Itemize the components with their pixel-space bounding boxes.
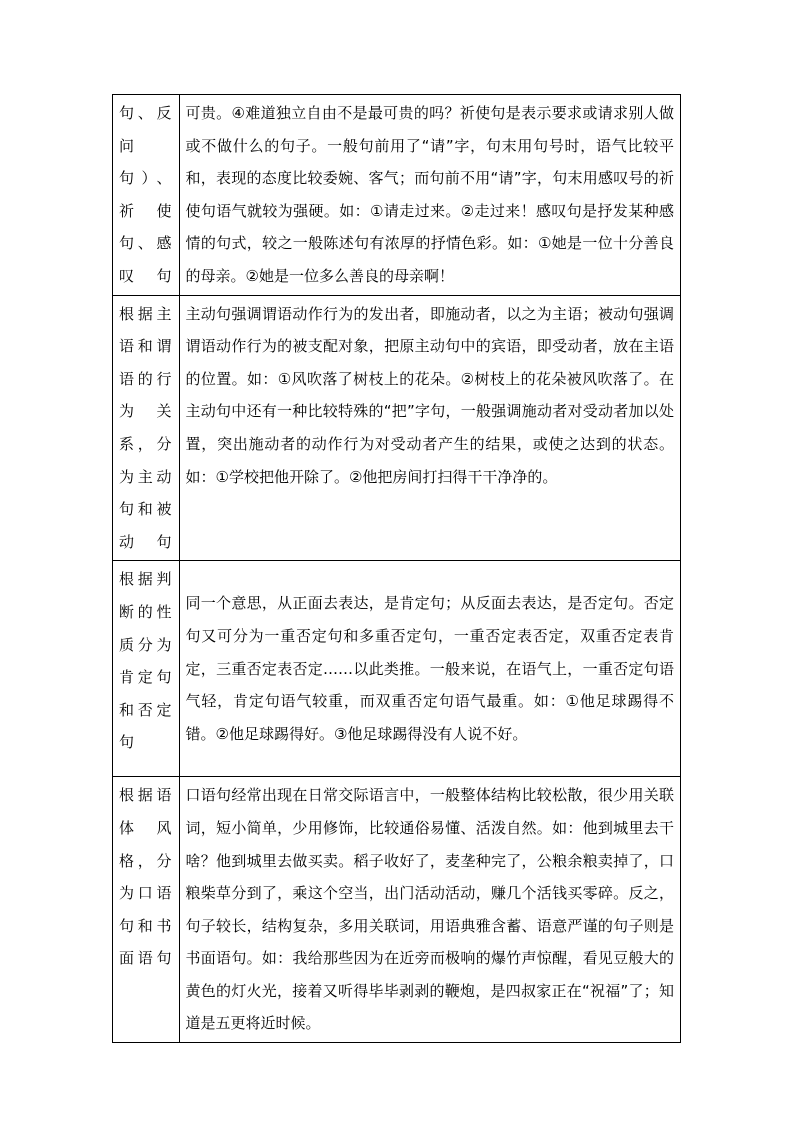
table-row [113,95,681,296]
description-cell: 同一个意思，从正面去表达，是肯定句；从反面去表达，是否定句。否定句又可分为一重否定句和多重否定句，一重否定表否定，双重否定表肯定，三重否定表否定……以此类推。一般来说，在语气上，一重否定句语气轻，肯定句语气较重，而双重否定句语气最重。如：①他足球踢得不错。②他足球踢得好。③他足球踢得没有人说不好。 [179,561,680,777]
category-cell: 根据判断的性质分为肯定句和否定句 [113,561,180,777]
category-cell: 根据语体风格，分为口语句和书面语句 [113,777,180,1043]
description-cell: 主动句强调谓语动作行为的发出者，即施动者，以之为主语；被动句强调谓语动作行为的被支配对象，把原主动句中的宾语，即受动者，放在主语的位置。如：①风吹落了树枝上的花朵。②树枝上的花朵被风吹落了。在主动句中还有一种比较特殊的“把”字句，一般强调施动者对受动者加以处置，突出施动者的动作行为对受动者产生的结果，或使之达到的状态。如：①学校把他开除了。②他把房间打扫得干干净净的。 [179,295,680,561]
description-cell: 口语句经常出现在日常交际语言中，一般整体结构比较松散，很少用关联词，短小简单，少用修饰，比较通俗易懂、活泼自然。如：他到城里去干啥？他到城里去做买卖。稻子收好了，麦垄种完了，公粮余粮卖掉了，口粮柴草分到了，乘这个空当，出门活动活动，赚几个活钱买零碎。反之，句子较长，结构复杂，多用关联词，用语典雅含蓄、语意严谨的句子则是书面语句。如：我给那些因为在近旁而极响的爆竹声惊醒，看见豆般大的黄色的灯火光，接着又听得毕毕剥剥的鞭炮，是四叔家正在“祝福”了；知道是五更将近时候。 [179,777,680,1043]
sentence-types-table [112,94,681,1043]
category-cell: 根据主语和谓语的行为关系，分为主动句和被动句 [113,295,180,561]
table-row [113,295,681,561]
table-row [113,777,681,1043]
description-cell: 可贵。④难道独立自由不是最可贵的吗？祈使句是表示要求或请求别人做或不做什么的句子。一般句前用了“请”字，句末用句号时，语气比较平和，表现的态度比较委婉、客气；而句前不用“请”字，句末用感叹号的祈使句语气就较为强硬。如：①请走过来。②走过来！感叹句是抒发某种感情的句式，较之一般陈述句有浓厚的抒情色彩。如：①她是一位十分善良的母亲。②她是一位多么善良的母亲啊！ [179,95,680,296]
table-row [113,561,681,777]
category-cell: 句、反问句）、祈使句、感叹句 [113,95,180,296]
